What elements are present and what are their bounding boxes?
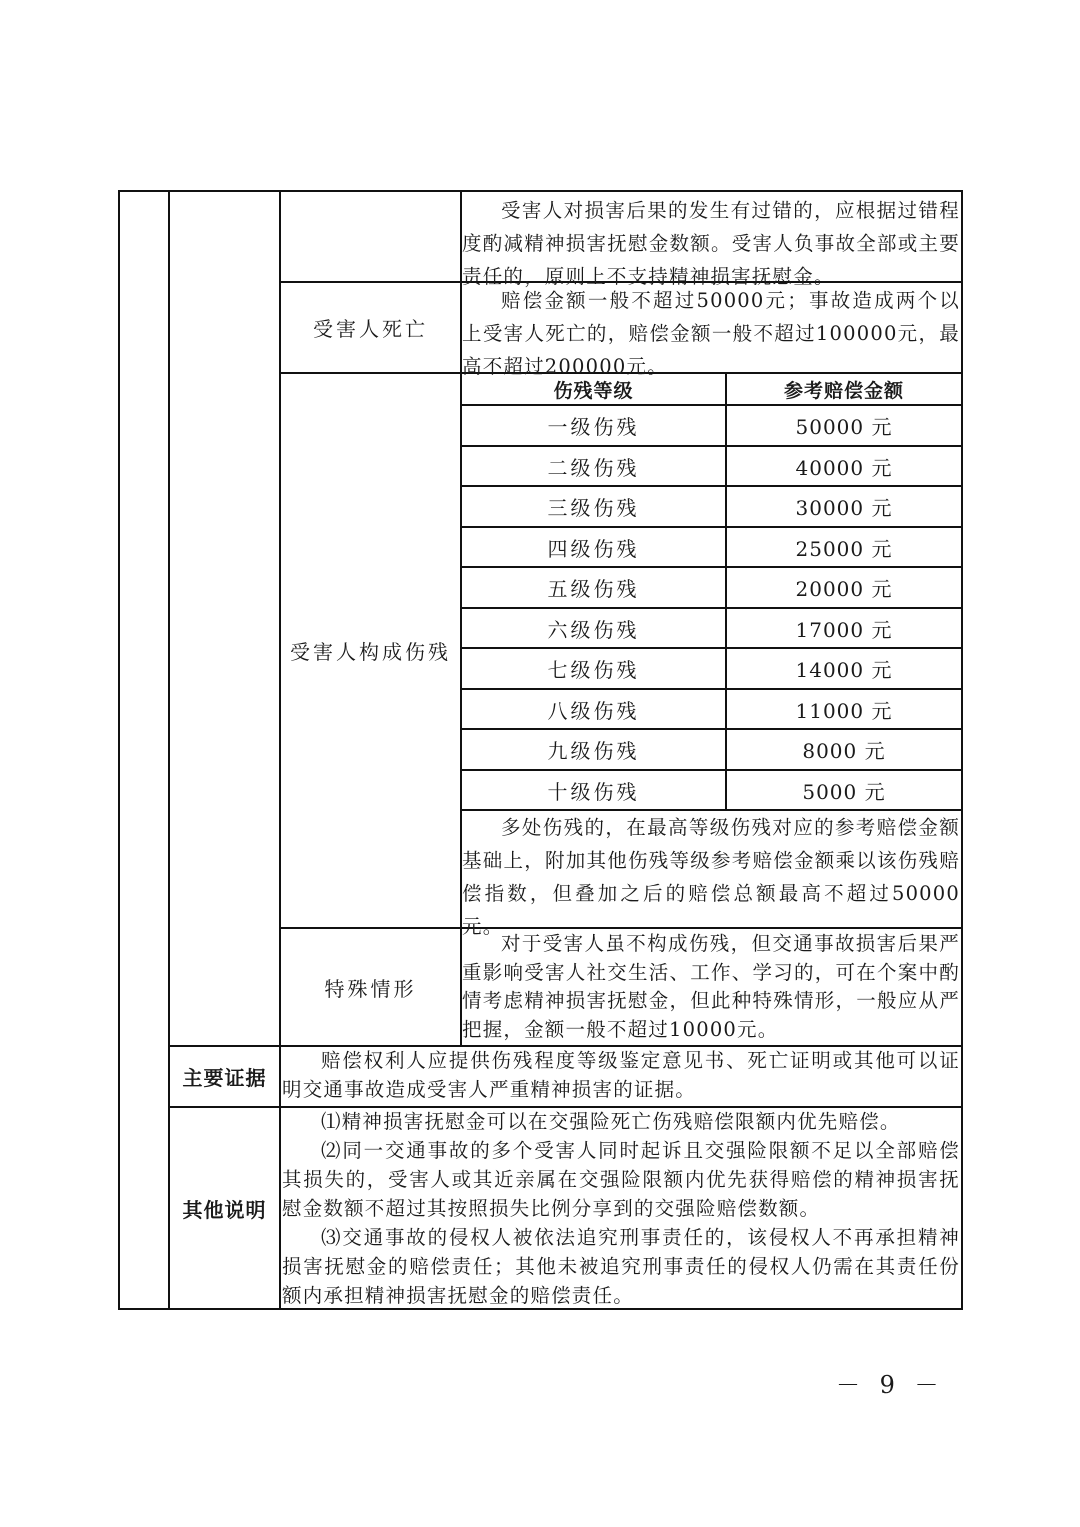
disability-amount-cell: 20000 元 (795, 577, 893, 601)
intro-text: 受害人对损害后果的发生有过错的，应根据过错程度酌减精神损害抚慰金数额。受害人负事故全部或主要责任的，原则上不支持精神损害抚慰金。 (462, 199, 960, 288)
disability-grade-cell: 六级伤残 (547, 618, 640, 642)
disability-amount-cell: 30000 元 (795, 496, 893, 520)
special-text: 对于受害人虽不构成伤残，但交通事故损害后果严重影响受害人社交生活、工作、学习的，可在个案中酌情考虑精神损害抚慰金，但此种特殊情形，一般应从严把握，金额一般不超过10000元。 (462, 932, 960, 1041)
other-items (282, 1107, 960, 1310)
other-item-1: ⑴精神损害抚慰金可以在交强险死亡伤残赔偿限额内优先赔偿。 (321, 1110, 901, 1133)
other-item-3: ⑶交通事故的侵权人被依法追究刑事责任的，该侵权人不再承担精神损害抚慰金的赔偿责任；其他未被追究刑事责任的侵权人仍需在其责任份额内承担精神损害抚慰金的赔偿责任。 (282, 1226, 960, 1307)
special-label: 特殊情形 (324, 976, 417, 1001)
death-label: 受害人死亡 (313, 317, 428, 341)
disability-grade-cell: 三级伤残 (547, 496, 640, 520)
page-number: － 9 － (836, 1371, 945, 1399)
disability-amount-cell: 17000 元 (795, 618, 893, 642)
disability-grade-cell: 九级伤残 (547, 739, 640, 763)
other-item-2: ⑵同一交通事故的多个受害人同时起诉且交强险限额不足以全部赔偿其损失的，受害人或其近亲属在交强险限额内优先获得赔偿的精神损害抚慰金数额不超过其按照损失比例分享到的交强险赔偿数额。 (282, 1139, 960, 1220)
evidence-text: 赔偿权利人应提供伤残程度等级鉴定意见书、死亡证明或其他可以证明交通事故造成受害人严重精神损害的证据。 (282, 1049, 960, 1101)
table-border-left (118, 190, 120, 1310)
death-text: 赔偿金额一般不超过50000元；事故造成两个以上受害人死亡的，赔偿金额一般不超过100000元，最高不超过200000元。 (462, 289, 960, 378)
disability-note: 多处伤残的，在最高等级伤残对应的参考赔偿金额基础上，附加其他伤残等级参考赔偿金额乘以该伤残赔偿指数，但叠加之后的赔偿总额最高不超过50000元。 (462, 816, 960, 938)
disability-amount-cell: 8000 元 (802, 739, 886, 763)
disability-grade-cell: 五级伤残 (547, 577, 640, 601)
disability-amount-cell: 40000 元 (795, 456, 893, 480)
disability-amount-cell: 11000 元 (795, 699, 893, 723)
other-label: 其他说明 (182, 1197, 267, 1222)
disability-amount-cell: 5000 元 (802, 780, 886, 804)
disability-grade-cell: 七级伤残 (547, 658, 640, 682)
disability-grade-cell: 十级伤残 (547, 780, 640, 804)
disability-grade-cell: 一级伤残 (547, 415, 640, 439)
disability-grade-cell: 四级伤残 (547, 537, 640, 561)
disability-label: 受害人构成伤残 (290, 640, 451, 664)
subtable-header-grade: 伤残等级 (553, 379, 634, 402)
disability-grade-cell: 八级伤残 (547, 699, 640, 723)
evidence-label: 主要证据 (182, 1066, 267, 1090)
table-border-top (118, 190, 963, 192)
disability-grade-cell: 二级伤残 (547, 456, 640, 480)
table-border-right (961, 190, 963, 1310)
disability-amount-cell: 50000 元 (795, 415, 893, 439)
subtable-header-amount: 参考赔偿金额 (783, 379, 904, 402)
disability-amount-cell: 25000 元 (795, 537, 893, 561)
disability-amount-cell: 14000 元 (795, 658, 893, 682)
